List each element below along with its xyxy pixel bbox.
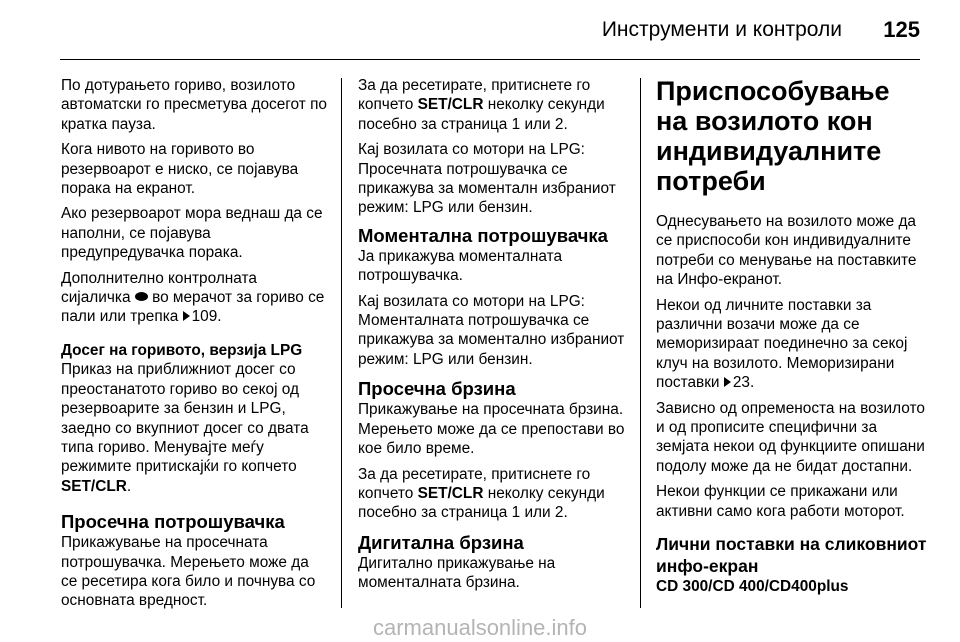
- paragraph: Ако резервоарот мора веднаш да се наполни, се појавува предупредувачка порака.: [61, 205, 323, 262]
- paragraph: Кај возилата со мотори на LPG: Моменталната потрошувачка се прикажува за моментално избраниот режим: LPG или бензин.: [358, 292, 625, 368]
- chapter-heading: Приспособување на возилото кон индивидуалните потреби: [656, 76, 890, 196]
- paragraph: [61, 360, 327, 496]
- paragraph: Кај возилата со мотори на LPG: Просечната потрошувачка се прикажува за моменталн избраниот режим: LPG или бензин.: [358, 141, 616, 217]
- section-heading: Лични поставки на сликовниот инфо-екран: [656, 534, 927, 577]
- paragraph: Прикажување на просечната брзина. Мерењето може да се препостави во кое било време.: [358, 401, 625, 458]
- paragraph: Некои функции се прикажани или активни само кога работи моторот.: [656, 483, 905, 520]
- fuel-warning-lamp-icon: [135, 292, 148, 301]
- text: во мерачот за гориво се пали или трепка: [61, 289, 325, 326]
- subheading: Досег на горивото, верзија LPG: [61, 341, 303, 359]
- page-header: [0, 0, 960, 62]
- watermark: carmanualsonline.info: [372, 615, 588, 640]
- page-number: 125: [883, 17, 920, 42]
- text: неколку секунди посебно за страница 1 или 2.: [358, 96, 605, 133]
- section-heading: Моментална потрошувачка: [358, 224, 608, 246]
- section-heading: Просечна потрошувачка: [61, 511, 285, 533]
- key-label: SET/CLR: [417, 484, 484, 502]
- paragraph: Однесувањето на возилото може да се приспособи кон индивидуалните потреби со менување на поставките на Инфо-екранот.: [656, 213, 917, 289]
- paragraph: [358, 76, 634, 134]
- paragraph: Ја прикажува моменталната потрошувачка.: [358, 247, 563, 285]
- running-title: Инструменти и контроли: [601, 18, 842, 41]
- paragraph: По дотурањето гориво, возилото автоматски го пресметува досегот по кратка пауза.: [61, 77, 327, 133]
- column-3: [656, 76, 928, 597]
- text: Приказ на приближниот досег со преостанатото гориво во секој од резервоарите за бензин и LPG, заедно со вкупниот досег со двата типа гориво. Менувајте меѓу режимите притискајќи го копчето: [61, 361, 309, 476]
- page-reference[interactable]: 23.: [732, 374, 755, 392]
- page-reference[interactable]: 109.: [191, 308, 222, 326]
- model-variants: CD 300/CD 400/CD400plus: [656, 578, 849, 596]
- paragraph: [358, 465, 634, 523]
- text: неколку секунди посебно за страница 1 или 2.: [358, 484, 605, 522]
- section-heading: Просечна брзина: [358, 378, 516, 400]
- text: За да ресетирате, притиснете го копчето: [358, 77, 591, 114]
- paragraph: [656, 296, 928, 393]
- column-2: [358, 76, 634, 599]
- page-reference-arrow-icon: [724, 377, 731, 387]
- text: Дополнително контролната сијаличка: [61, 269, 257, 307]
- text: .: [126, 477, 132, 495]
- page-reference-arrow-icon: [183, 311, 190, 321]
- header-divider: [60, 59, 920, 60]
- column-divider-1: [341, 78, 342, 608]
- paragraph: Кога нивото на горивото во резервоарот е ниско, се појавува порака на екранот.: [61, 141, 299, 198]
- paragraph: Прикажување на просечната потрошувачка. Мерењето може да се ресетира кога било и почнува со основната вредност.: [61, 534, 316, 610]
- paragraph: Зависно од опременоста на возилото и од прописите специфични за земјата некои од функциите опишани подолу може да не бидат достапни.: [656, 399, 925, 475]
- text: Некои од личните поставки за различни возачи може да се меморизираат поединечно за секој клуч на возилото. Меморизирани поставки: [656, 296, 908, 392]
- paragraph: Дигитално прикажување на моменталната брзина.: [358, 554, 556, 592]
- text: За да ресетирате, притиснете го копчето: [358, 465, 591, 502]
- column-divider-2: [640, 78, 641, 608]
- column-1: [61, 76, 327, 617]
- paragraph: [61, 269, 327, 327]
- key-label: SET/CLR: [61, 477, 127, 495]
- section-heading: Дигитална брзина: [358, 531, 524, 553]
- key-label: SET/CLR: [417, 96, 484, 114]
